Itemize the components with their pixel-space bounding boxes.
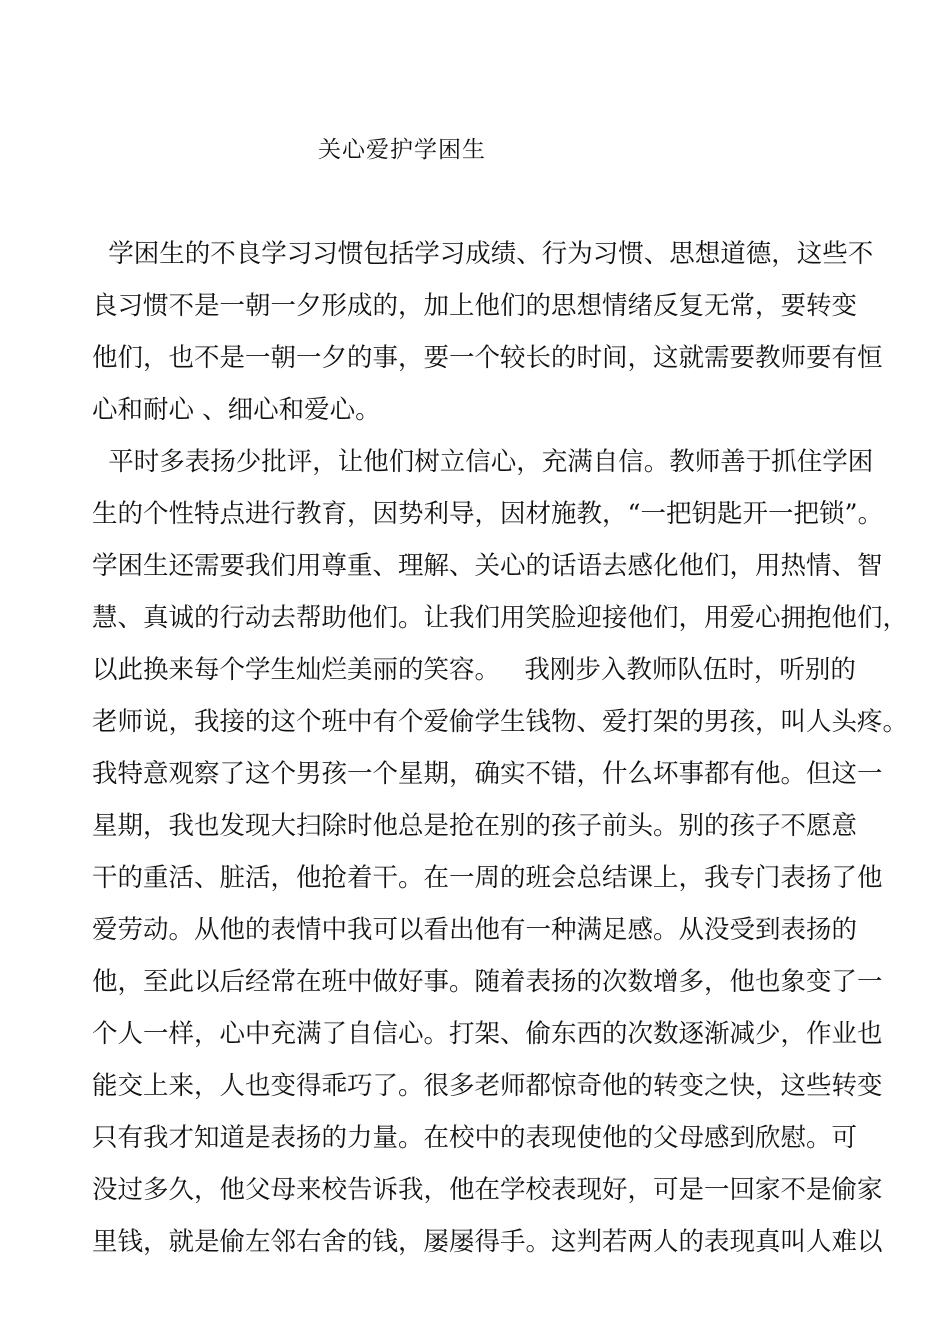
text-line: 能交上来，人也变得乖巧了。很多老师都惊奇他的转变之快，这些转变 — [92, 1071, 883, 1101]
text-line: 星期，我也发现大扫除时他总是抢在别的孩子前头。别的孩子不愿意 — [92, 811, 858, 841]
text-line: 他们，也不是一朝一夕的事，要一个较长的时间，这就需要教师要有恒 — [92, 343, 883, 373]
text-line: 学困生还需要我们用尊重、理解、关心的话语去感化他们，用热情、智 — [92, 551, 883, 581]
text-line: 里钱，就是偷左邻右舍的钱，屡屡得手。这判若两人的表现真叫人难以 — [92, 1227, 883, 1257]
text-line: 学困生的不良学习习惯包括学习成绩、行为习惯、思想道德，这些不 — [92, 239, 874, 269]
text-line: 平时多表扬少批评，让他们树立信心，充满自信。教师善于抓住学困 — [92, 447, 874, 477]
text-line: 没过多久，他父母来校告诉我，他在学校表现好，可是一回家不是偷家 — [92, 1175, 883, 1205]
text-line: 个人一样，心中充满了自信心。打架、偷东西的次数逐渐减少，作业也 — [92, 1019, 883, 1049]
text-line: 心和耐心 、细心和爱心。 — [92, 395, 381, 425]
text-line: 以此换来每个学生灿烂美丽的笑容。 我刚步入教师队伍时，听别的 — [92, 655, 856, 685]
text-line: 慧、真诚的行动去帮助他们。让我们用笑脸迎接他们，用爱心拥抱他们， — [92, 603, 909, 633]
text-line: 生的个性特点进行教育，因势利导，因材施教，“一把钥匙开一把锁”。 — [92, 499, 884, 529]
document-body — [92, 228, 909, 1268]
document-title: 关心爱护学困生 — [318, 137, 486, 163]
text-line: 良习惯不是一朝一夕形成的，加上他们的思想情绪反复无常，要转变 — [92, 291, 858, 321]
text-line: 老师说，我接的这个班中有个爱偷学生钱物、爱打架的男孩，叫人头疼。 — [92, 707, 909, 737]
text-line: 他，至此以后经常在班中做好事。随着表扬的次数增多，他也象变了一 — [92, 967, 883, 997]
text-line: 爱劳动。从他的表情中我可以看出他有一种满足感。从没受到表扬的 — [92, 915, 858, 945]
text-line: 干的重活、脏活，他抢着干。在一周的班会总结课上，我专门表扬了他 — [92, 863, 883, 893]
text-line: 只有我才知道是表扬的力量。在校中的表现使他的父母感到欣慰。可 — [92, 1123, 858, 1153]
text-line: 我特意观察了这个男孩一个星期，确实不错，什么坏事都有他。但这一 — [92, 759, 883, 789]
